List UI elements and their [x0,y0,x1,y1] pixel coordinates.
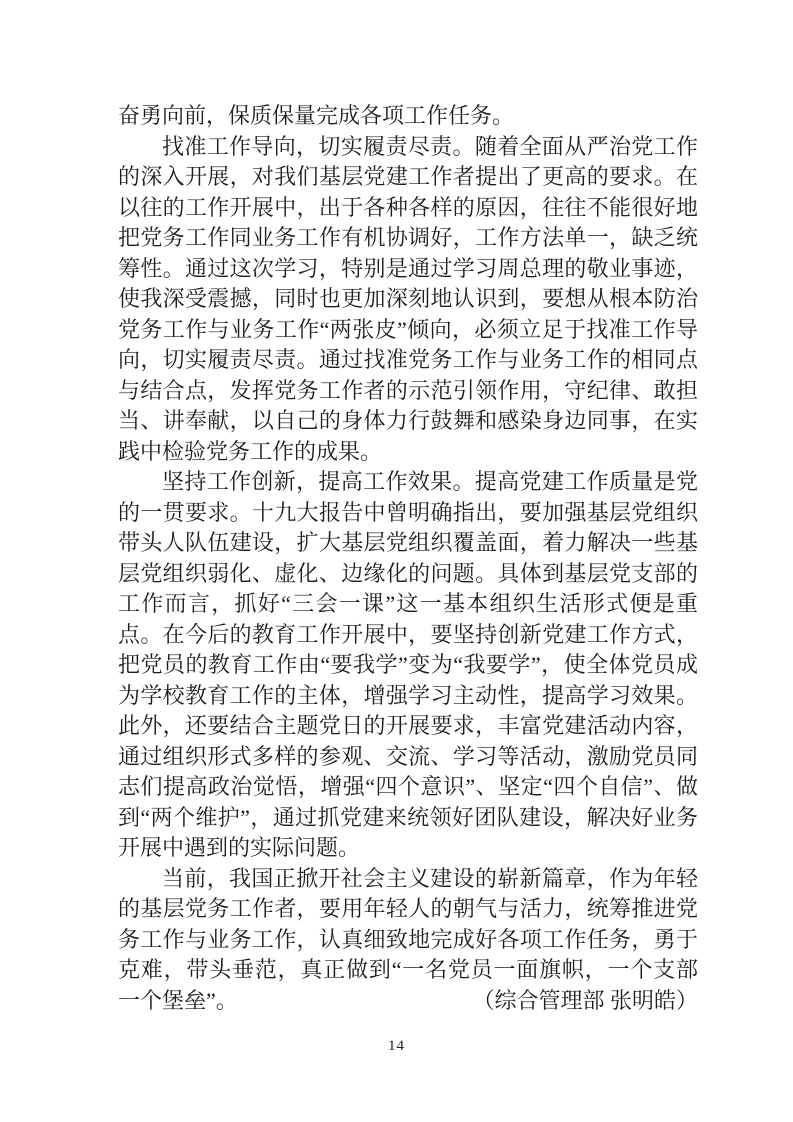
paragraph-work-orientation: 找准工作导向，切实履责尽责。随着全面从严治党工作的深入开展，对我们基层党建工作者提出了更高的要求。在以往的工作开展中，出于各种各样的原因，往往不能很好地把党务工作同业务工作有机协调好，工作方法单一，缺乏统筹性。通过这次学习，特别是通过学习周总理的敬业事迹，使我深受震撼，同时也更加深刻地认识到，要想从根本防治党务工作与业务工作“两张皮”倾向，必须立足于找准工作导向，切实履责尽责。通过找准党务工作与业务工作的相同点与结合点，发挥党务工作者的示范引领作用，守纪律、敢担当、讲奉献，以自己的身体力行鼓舞和感染身边同事，在实践中检验党务工作的成果。 [118,133,698,464]
document-body-text [118,101,698,1016]
paragraph-work-innovation: 坚持工作创新，提高工作效果。提高党建工作质量是党的一贯要求。十九大报告中曾明确指出，要加强基层党组织带头人队伍建设，扩大基层党组织覆盖面，着力解决一些基层党组织弱化、虚化、边缘化的问题。具体到基层党支部的工作而言，抓好“三会一课”这一基本组织生活形式便是重点。在今后的教育工作开展中，要坚持创新党建工作方式，把党员的教育工作由“要我学”变为“我要学”，使全体党员成为学校教育工作的主体，增强学习主动性，提高学习效果。此外，还要结合主题党日的开展要求，丰富党建活动内容，通过组织形式多样的参观、交流、学习等活动，激励党员同志们提高政治觉悟，增强“四个意识”、坚定“四个自信”、做到“两个维护”，通过抓党建来统领好团队建设，解决好业务开展中遇到的实际问题。 [118,469,698,860]
paragraph-continuation: 奋勇向前，保质保量完成各项工作任务。 [118,103,515,128]
paragraph-conclusion-text: 当前，我国正掀开社会主义建设的崭新篇章，作为年轻的基层党务工作者，要用年轻人的朝气与活力，统筹推进党务工作与业务工作，认真细致地完成好各项工作任务，勇于克难，带头垂范，真正做到“一名党员一面旗帜，一个支部一个堡垒”。 [118,865,698,1013]
paragraph-conclusion [118,864,698,1017]
attribution: （综合管理部 张明皓） [472,987,698,1013]
page-number: 14 [388,1038,405,1054]
